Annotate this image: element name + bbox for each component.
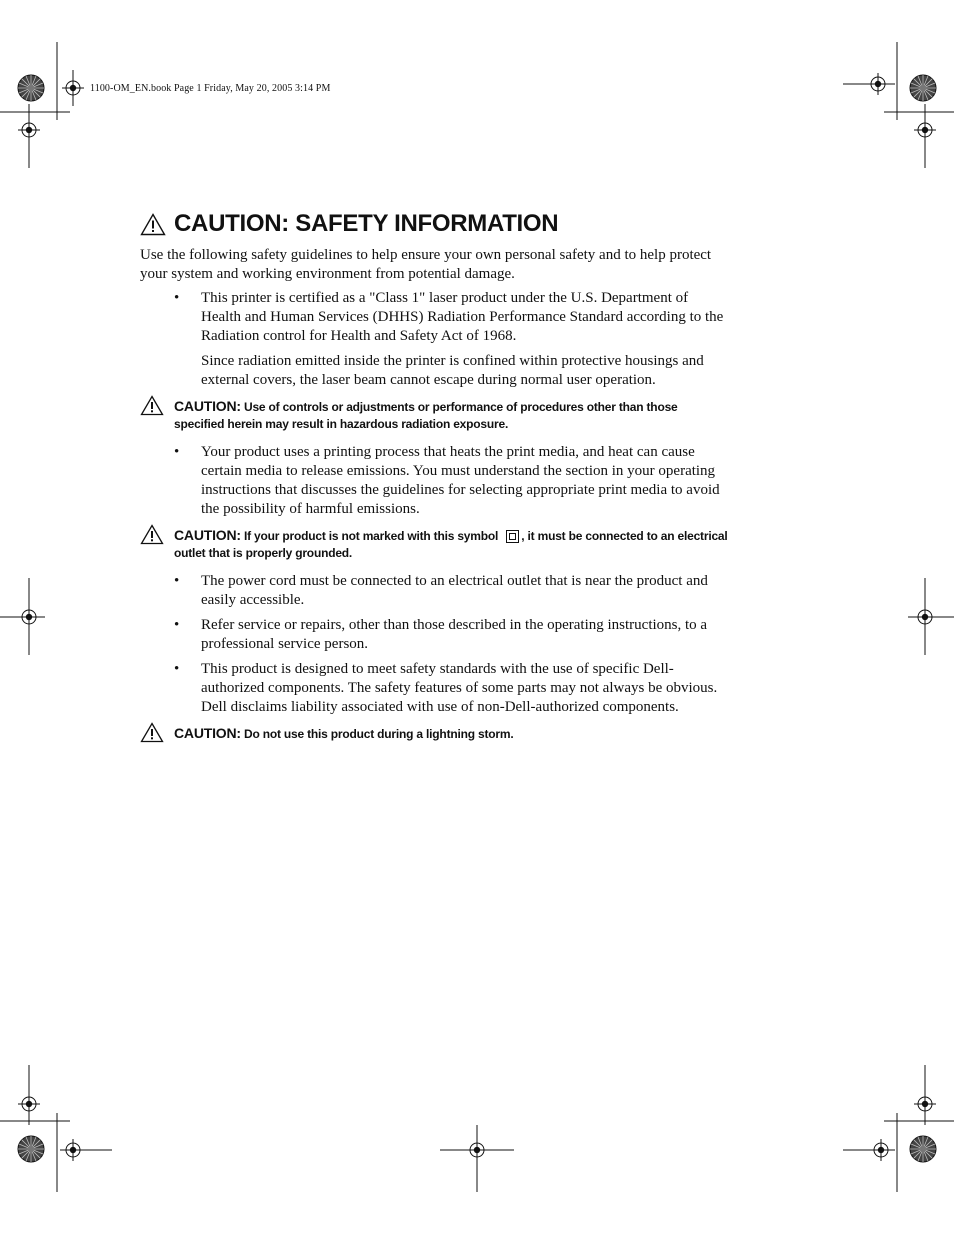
caution-label: CAUTION: <box>174 527 241 543</box>
list-item <box>140 289 730 390</box>
page-title <box>140 208 730 240</box>
bullet-glyph: • <box>174 573 180 589</box>
list-item-text: The power cord must be connected to an electrical outlet that is near the product and easily accessible. <box>201 573 708 608</box>
list-item-text: Your product uses a printing process that heats the print media, and heat can cause certain media to release emissions. You must understand the section in your operating instructions that discusses the guidelines for selecting appropriate print media to avoid the possibility of harmful emissions. <box>201 444 720 517</box>
color-target-icon <box>910 75 936 101</box>
caution-note <box>140 527 730 562</box>
bullet-glyph: • <box>174 661 180 677</box>
list-item-text: Since radiation emitted inside the printer is confined within protective housings and external covers, the laser beam cannot escape during normal user operation. <box>201 353 704 388</box>
book-header-line: 1100-OM_EN.book Page 1 Friday, May 20, 2005 3:14 PM <box>90 83 331 94</box>
intro-paragraph: Use the following safety guidelines to help ensure your own personal safety and to help protect your system and working environment from potential damage. <box>140 247 712 282</box>
list-item <box>140 572 730 610</box>
list-item-text: Refer service or repairs, other than those described in the operating instructions, to a professional service person. <box>201 617 708 652</box>
bullet-list-1 <box>140 289 730 390</box>
caution-text: , it must be connected to an electrical outlet that is properly grounded. <box>174 529 728 560</box>
color-target-icon <box>910 1136 936 1162</box>
caution-note <box>140 725 730 743</box>
warning-triangle-icon <box>140 524 164 545</box>
caution-text: Use of controls or adjustments or performance of procedures other than those specified herein may result in hazardous radiation exposure. <box>174 400 678 431</box>
list-item-text: This product is designed to meet safety standards with the use of specific Dell-authorized components. The safety features of some parts may not always be obvious. Dell disclaims liability associated with use of non-Dell-authorized components. <box>201 661 718 715</box>
caution-text: Do not use this product during a lightning storm. <box>240 727 514 741</box>
list-item-text: This printer is certified as a "Class 1" laser product under the U.S. Department of Health and Human Services (DHHS) Radiation Performance Standard according to the Radiation control for Health and Safety Act of 1968. <box>201 290 724 344</box>
bullet-list-2 <box>140 443 730 519</box>
caution-note <box>140 398 730 433</box>
bullet-list-3 <box>140 572 730 717</box>
caution-label: CAUTION: <box>174 725 241 741</box>
document-body <box>140 208 730 753</box>
warning-triangle-icon <box>140 395 164 416</box>
list-item <box>140 616 730 654</box>
bullet-glyph: • <box>174 290 180 306</box>
color-target-icon <box>18 1136 44 1162</box>
caution-text: If your product is not marked with this symbol <box>240 529 502 543</box>
list-item <box>140 660 730 717</box>
bullet-glyph: • <box>174 444 180 460</box>
warning-triangle-icon <box>140 722 164 743</box>
bullet-glyph: • <box>174 617 180 633</box>
color-target-icon <box>18 75 44 101</box>
list-item <box>140 443 730 519</box>
page-title-text: CAUTION: SAFETY INFORMATION <box>174 210 559 237</box>
warning-triangle-icon <box>140 213 166 236</box>
double-insulation-symbol-icon <box>506 530 519 543</box>
caution-label: CAUTION: <box>174 398 241 414</box>
